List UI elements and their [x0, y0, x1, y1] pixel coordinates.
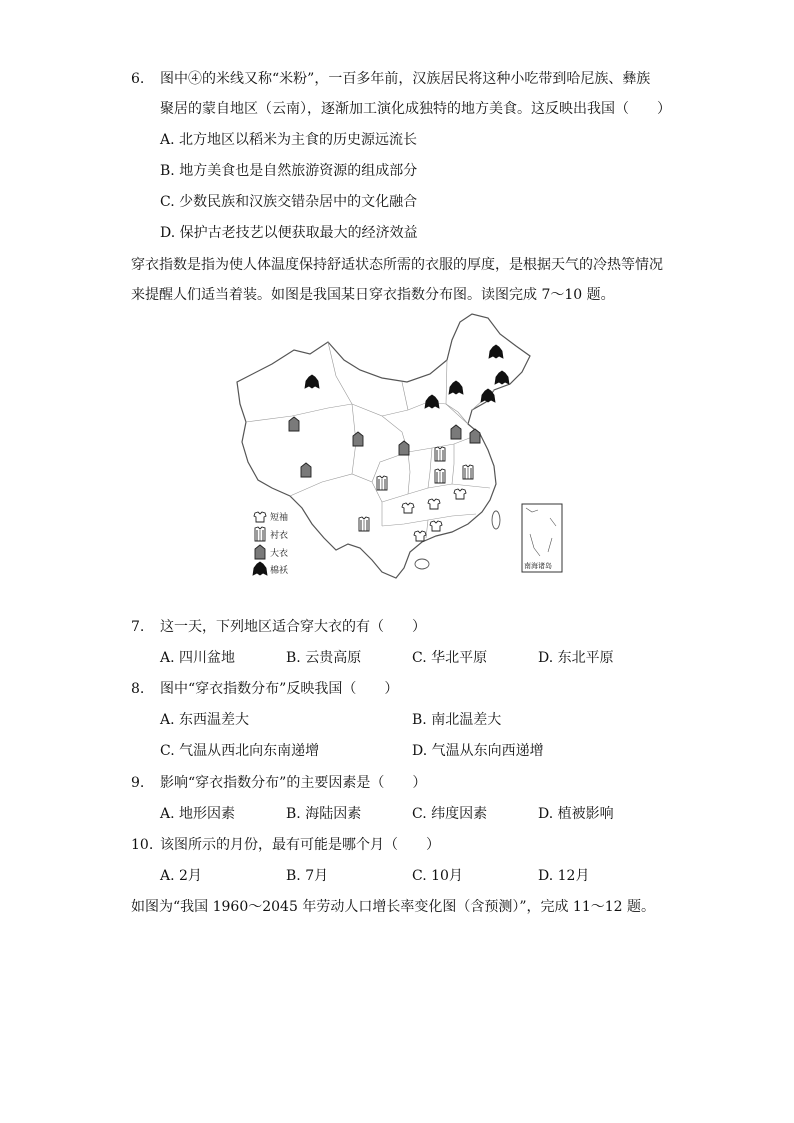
q10-number: 10.	[131, 837, 154, 853]
short-sleeve-icon	[402, 503, 414, 513]
shirt-icon	[463, 465, 473, 479]
q9-option-d: D. 植被影响	[538, 806, 614, 822]
inset-label: 南海诸岛	[524, 563, 552, 570]
intro-7-10-line2: 来提醒人们适当着装。如图是我国某日穿衣指数分布图。读图完成 7～10 题。	[131, 287, 615, 303]
q8-option-a: A. 东西温差大	[160, 712, 250, 728]
q6-stem-line1: 图中④的米线又称“米粉”，一百多年前，汉族居民将这种小吃带到哈尼族、彝族	[160, 71, 651, 87]
q7-option-d: D. 东北平原	[538, 650, 614, 666]
q9-number: 9.	[131, 775, 145, 791]
q10-option-c: C. 10月	[412, 868, 463, 884]
shirt-icon	[435, 469, 445, 483]
intro-11-12: 如图为“我国 1960～2045 年劳动人口增长率变化图（含预测）”，完成 11～12 题。	[131, 899, 656, 915]
q7-number: 7.	[131, 619, 145, 635]
short-sleeve-icon	[428, 499, 440, 509]
q10-option-a: A. 2月	[160, 868, 202, 884]
short-sleeve-icon	[430, 521, 442, 531]
q6-number: 6.	[131, 71, 145, 87]
q8-option-d: D. 气温从东向西递增	[412, 743, 544, 759]
legend-label-shirt: 衬衣	[270, 530, 289, 540]
coat-icon	[255, 545, 265, 559]
q10-option-b: B. 7月	[286, 868, 329, 884]
short-sleeve-icon	[254, 512, 266, 522]
legend-label-padded: 棉袄	[270, 565, 289, 575]
q9-stem: 影响“穿衣指数分布”的主要因素是（ ）	[160, 775, 427, 791]
q9-option-c: C. 纬度因素	[412, 806, 488, 822]
padded-jacket-icon	[253, 562, 267, 575]
q6-option-c: C. 少数民族和汉族交错杂居中的文化融合	[160, 194, 418, 210]
shirt-icon	[377, 476, 387, 490]
short-sleeve-icon	[454, 489, 466, 499]
taiwan-island	[492, 511, 500, 529]
legend-label-short: 短袖	[270, 512, 289, 522]
q10-option-d: D. 12月	[538, 868, 590, 884]
hainan-island	[415, 559, 429, 569]
q6-option-b: B. 地方美食也是自然旅游资源的组成部分	[160, 163, 418, 179]
south-sea-inset	[522, 504, 562, 572]
q8-stem: 图中“穿衣指数分布”反映我国（ ）	[160, 681, 399, 697]
clothing-index-map	[232, 312, 577, 580]
shirt-icon	[255, 527, 265, 541]
q6-option-d: D. 保护古老技艺以便获取最大的经济效益	[160, 225, 418, 241]
short-sleeve-icon	[414, 531, 426, 541]
intro-7-10-line1: 穿衣指数是指为使人体温度保持舒适状态所需的衣服的厚度，是根据天气的冷热等情况	[131, 257, 663, 273]
legend-label-coat: 大衣	[270, 548, 289, 558]
q7-option-a: A. 四川盆地	[160, 650, 236, 666]
q9-option-b: B. 海陆因素	[286, 806, 362, 822]
q7-option-b: B. 云贵高原	[286, 650, 362, 666]
q6-stem-line2: 聚居的蒙自地区（云南），逐渐加工演化成独特的地方美食。这反映出我国（ ）	[160, 101, 671, 117]
shirt-icon	[359, 517, 369, 531]
q7-stem: 这一天，下列地区适合穿大衣的有（ ）	[160, 619, 426, 635]
q10-stem: 该图所示的月份，最有可能是哪个月（ ）	[160, 837, 440, 853]
q8-option-b: B. 南北温差大	[412, 712, 502, 728]
china-map-svg	[232, 312, 577, 580]
shirt-icon	[435, 447, 445, 461]
q7-option-c: C. 华北平原	[412, 650, 488, 666]
q8-option-c: C. 气温从西北向东南递增	[160, 743, 320, 759]
q6-option-a: A. 北方地区以稻米为主食的历史源远流长	[160, 132, 418, 148]
map-legend	[253, 511, 288, 575]
q9-option-a: A. 地形因素	[160, 806, 236, 822]
q8-number: 8.	[131, 681, 145, 697]
